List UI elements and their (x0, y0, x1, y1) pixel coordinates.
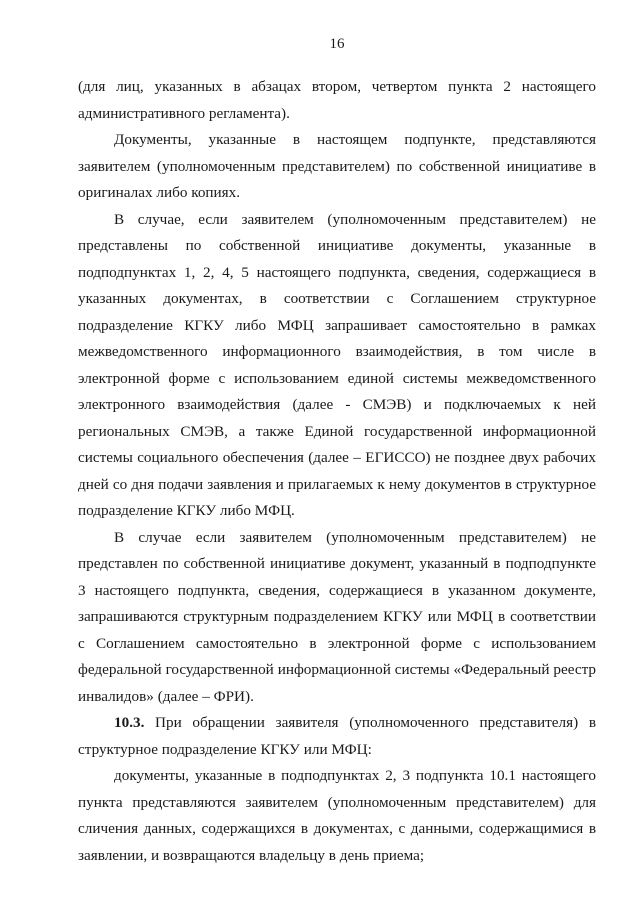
paragraph-1: (для лиц, указанных в абзацах втором, четвертом пункта 2 настоящего административного регламента). (78, 78, 596, 122)
clause-number: 10.3. (114, 714, 145, 731)
clause-text: При обращении заявителя (уполномоченного представителя) в структурное подразделение КГКУ или МФЦ: (78, 714, 596, 758)
paragraph-4: В случае если заявителем (уполномоченным представителем) не представлен по собственной инициативе документ, указанный в подподпункте 3 настоящего подпункта, сведения, содержащиеся в указанном документе, запрашиваются структурным подразделением КГКУ или МФЦ в соответствии с Соглашением самостоятельно в электронной форме с использованием федеральной государственной информационной системы «Федеральный реестр инвалидов» (далее – ФРИ). (78, 528, 596, 705)
paragraph-3: В случае, если заявителем (уполномоченным представителем) не представлены по собственной инициативе документы, указанные в подподпунктах 1, 2, 4, 5 настоящего подпункта, сведения, содержащиеся в указанных документах, в соответствии с Соглашением структурное подразделение КГКУ либо МФЦ запрашивает самостоятельно в рамках межведомственного информационного взаимодействия, в том числе в электронной форме с использованием единой системы межведомственного электронного взаимодействия (далее - СМЭВ) и подключаемых к ней региональных СМЭВ, а также Единой государственной информационной системы социального обеспечения (далее – ЕГИССО) не позднее двух рабочих дней со дня подачи заявления и прилагаемых к нему документов в структурное подразделение КГКУ либо МФЦ. (78, 210, 596, 519)
paragraph-2: Документы, указанные в настоящем подпункте, представляются заявителем (уполномоченным представителем) по собственной инициативе в оригиналах либо копиях. (78, 131, 596, 201)
paragraph-clause-10-3 (78, 710, 596, 763)
page-number: 16 (329, 36, 345, 52)
document-page (78, 34, 596, 869)
paragraph-last: документы, указанные в подподпунктах 2, 3 подпункта 10.1 настоящего пункта представляются заявителем (уполномоченным представителем) для сличения данных, содержащихся в документах, с данными, содержащимися в заявлении, и возвращаются владельцу в день приема; (78, 767, 596, 864)
